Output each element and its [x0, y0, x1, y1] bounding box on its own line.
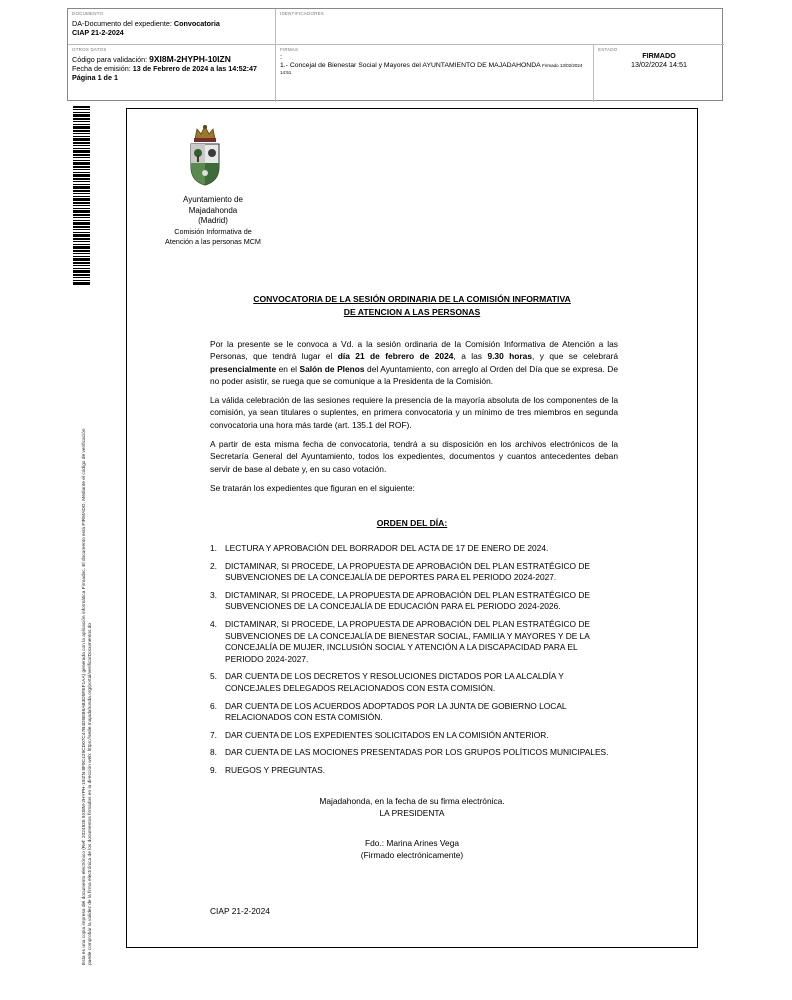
pagina: Página 1 de 1 — [72, 73, 118, 82]
org-line1: Ayuntamiento de — [183, 195, 243, 204]
otros-label: OTROS DATOS — [72, 47, 107, 52]
footer-ref: CIAP 21-2-2024 — [210, 906, 270, 916]
agenda-item-number: 6. — [210, 700, 217, 711]
estado-value: FIRMADO — [642, 51, 676, 60]
signer-note: (Firmado electrónicamente) — [360, 850, 464, 860]
agenda-item-number: 2. — [210, 560, 217, 571]
estado-cell — [594, 45, 724, 102]
agenda-item-text: DICTAMINAR, SI PROCEDE, LA PROPUESTA DE APROBACIÓN DEL PLAN ESTRATÉGICO DE SUBVENCIONES DE LA CONCEJALÍA DE DEPORTES PARA EL PERIODO 2024-2027. — [225, 560, 591, 583]
agenda-item — [210, 730, 618, 742]
p1-g: en el — [276, 363, 300, 374]
agenda-item-text: RUEGOS Y PREGUNTAS. — [225, 764, 326, 775]
fecha-label: Fecha de emisión: — [72, 64, 133, 73]
documento-line1: DA-Documento del expediente: — [72, 19, 174, 28]
firma-small-time: 14:51 — [280, 70, 292, 75]
otros-datos-cell — [68, 45, 276, 102]
documento-type: Convocatoria — [173, 19, 220, 28]
signer-name: Fdo.: Marina Arines Vega — [364, 838, 460, 848]
firma-text: 1.- Concejal de Bienestar Social y Mayores del AYUNTAMIENTO DE MAJADAHONDA — [280, 62, 541, 69]
agenda-item-text: DAR CUENTA DE LOS EXPEDIENTES SOLICITADOS EN LA COMISIÓN ANTERIOR. — [225, 729, 549, 740]
firmas-cell — [276, 45, 594, 102]
agenda-item — [210, 561, 618, 584]
agenda-item — [210, 590, 618, 613]
p1-e: , y que se celebrará — [531, 351, 618, 362]
agenda-item-number: 8. — [210, 747, 217, 758]
title-line2: DE ATENCION A LAS PERSONAS — [343, 307, 481, 317]
agenda-item — [210, 747, 618, 759]
organization-block — [153, 195, 273, 248]
closing-block — [127, 795, 697, 819]
codigo-value: 9XI8M-2HYPH-10IZN — [149, 54, 231, 64]
p1-c: , a las — [453, 351, 488, 362]
estado-date: 13/02/2024 14:51 — [631, 60, 687, 69]
p1-presencial: presencialmente — [210, 363, 277, 374]
document-title — [127, 293, 697, 319]
p1-date: día 21 de febrero de 2024 — [337, 351, 454, 362]
agenda-item-number: 5. — [210, 671, 217, 682]
agenda-item-text: DAR CUENTA DE LAS MOCIONES PRESENTADAS POR LOS GRUPOS POLÍTICOS MUNICIPALES. — [225, 747, 609, 758]
documento-label: DOCUMENTO — [72, 11, 104, 16]
agenda-list — [210, 543, 618, 783]
closing-role: LA PRESIDENTA — [379, 808, 445, 818]
agenda-item-number: 7. — [210, 729, 217, 740]
estado-label: ESTADO — [598, 47, 618, 52]
agenda-item-number: 1. — [210, 543, 217, 553]
paragraph-2: La válida celebración de las sesiones requiere la presencia de la mayoría absoluta de los componentes de la comisión, ya sean titulares o suplentes, en primera convocatoria y un mínimo de tres miembros en segunda convocatoria una hora más tarde (art. 135.1 del ROF). — [210, 395, 618, 430]
title-line1: CONVOCATORIA DE LA SESIÓN ORDINARIA DE LA COMISIÓN INFORMATIVA — [253, 294, 571, 304]
agenda-item — [210, 543, 618, 555]
paragraph-1 — [210, 338, 618, 387]
fecha-value: 13 de Febrero de 2024 a las 14:52:47 — [132, 64, 257, 73]
documento-cell — [68, 9, 276, 45]
documento-ref: CIAP 21-2-2024 — [72, 28, 124, 37]
identificadores-label: IDENTIFICADORES — [280, 11, 325, 16]
firmas-label: FIRMAS — [280, 47, 299, 52]
agenda-item — [210, 619, 618, 665]
p1-time: 9.30 horas — [487, 351, 532, 362]
agenda-item — [210, 765, 618, 777]
paragraph-3: A partir de esta misma fecha de convocatoria, tendrá a su disposición en los archivos electrónicos de la Secretaría General del Ayuntamiento, todos los expedientes, documentos y cuantos antecedentes deban servir de base al debate y, en su caso votación. — [210, 439, 618, 474]
orden-del-dia-title: ORDEN DEL DÍA: — [376, 518, 448, 528]
body-text — [210, 338, 618, 501]
firma-dot: : — [280, 52, 282, 61]
coat-of-arms-icon — [187, 123, 223, 189]
document-page — [126, 108, 698, 948]
agenda-item-number: 3. — [210, 589, 217, 600]
verification-side-text — [82, 265, 94, 965]
identificadores-cell — [276, 9, 724, 45]
agenda-item-text: DAR CUENTA DE LOS ACUERDOS ADOPTADOS POR LA JUNTA DE GOBIERNO LOCAL RELACIONADOS CON ESTA COMISIÓN. — [225, 700, 567, 723]
agenda-item-text: DICTAMINAR, SI PROCEDE, LA PROPUESTA DE APROBACIÓN DEL PLAN ESTRATÉGICO DE SUBVENCIONES DE LA CONCEJALÍA DE BIENESTAR SOCIAL, FAMILIA Y MAYORES Y DE LA CONCEJALÍA DE MUJER, INCLUSIÓN SOCIAL Y ATENCIÓN A LA DISCAPACIDAD PARA EL PERIODO 2024-2027. — [225, 618, 591, 664]
agenda-item — [210, 671, 618, 694]
barcode — [73, 106, 90, 286]
org-line4: Comisión Informativa de — [174, 226, 252, 236]
signer-block — [127, 837, 697, 861]
agenda-item-number: 4. — [210, 618, 217, 629]
paragraph-4: Se tratarán los expedientes que figuran en el siguiente: — [210, 482, 415, 493]
org-line3: (Madrid) — [198, 216, 228, 225]
closing-place-date: Majadahonda, en la fecha de su firma electrónica. — [319, 796, 505, 806]
side-text-line2: puede comprobar la validez de la firma electrónica de los documentos firmados en la dirección web: https://sede.majadahonda.org/portal/verificarDocumentos.do — [88, 622, 93, 965]
agenda-item — [210, 701, 618, 724]
p1-a: Por la presente se le convoca a Vd. a la sesión ordinaria de la Comisión Informativa de Atención a las Personas, que tendrá lugar el — [210, 339, 618, 362]
agenda-item-text: DAR CUENTA DE LOS DECRETOS Y RESOLUCIONES DICTADOS POR LA ALCALDÍA Y CONCEJALES DELEGADOS RELACIONADOS CON ESTA COMISIÓN. — [225, 671, 564, 693]
codigo-label: Código para validación: — [72, 55, 150, 64]
firma-small: Firmado 13/02/2024 — [542, 63, 583, 68]
org-line5: Atención a las personas MCM — [165, 237, 261, 246]
p1-salon: Salón de Plenos — [299, 363, 365, 374]
agenda-item-number: 9. — [210, 764, 217, 775]
signature-header — [67, 8, 723, 101]
agenda-item-text: LECTURA Y APROBACIÓN DEL BORRADOR DEL ACTA DE 17 DE ENERO DE 2024. — [225, 543, 549, 553]
side-text-line1: Esta es una copia impresa del documento electrónico (Ref: 2024926 9XI8M-2HYPH-10IZN 8F9C429CD07C47B4D5EB9AB3D5FEF1AA) generada con la aplicación informática Firmadoc. El documento está FIRMADO. Mediante el código de verificación — [82, 428, 87, 965]
agenda-item-text: DICTAMINAR, SI PROCEDE, LA PROPUESTA DE APROBACIÓN DEL PLAN ESTRATÉGICO DE SUBVENCIONES DE LA CONCEJALÍA DE EDUCACIÓN PARA EL PERIODO 2024-2026. — [225, 589, 591, 612]
p1-i: del Ayuntamiento, con arreglo al Orden del Día que se expresa. De no poder asistir, se ruega que se comunique a la Presidenta de la Comisión. — [210, 363, 618, 386]
org-line2: Majadahonda — [188, 205, 238, 215]
